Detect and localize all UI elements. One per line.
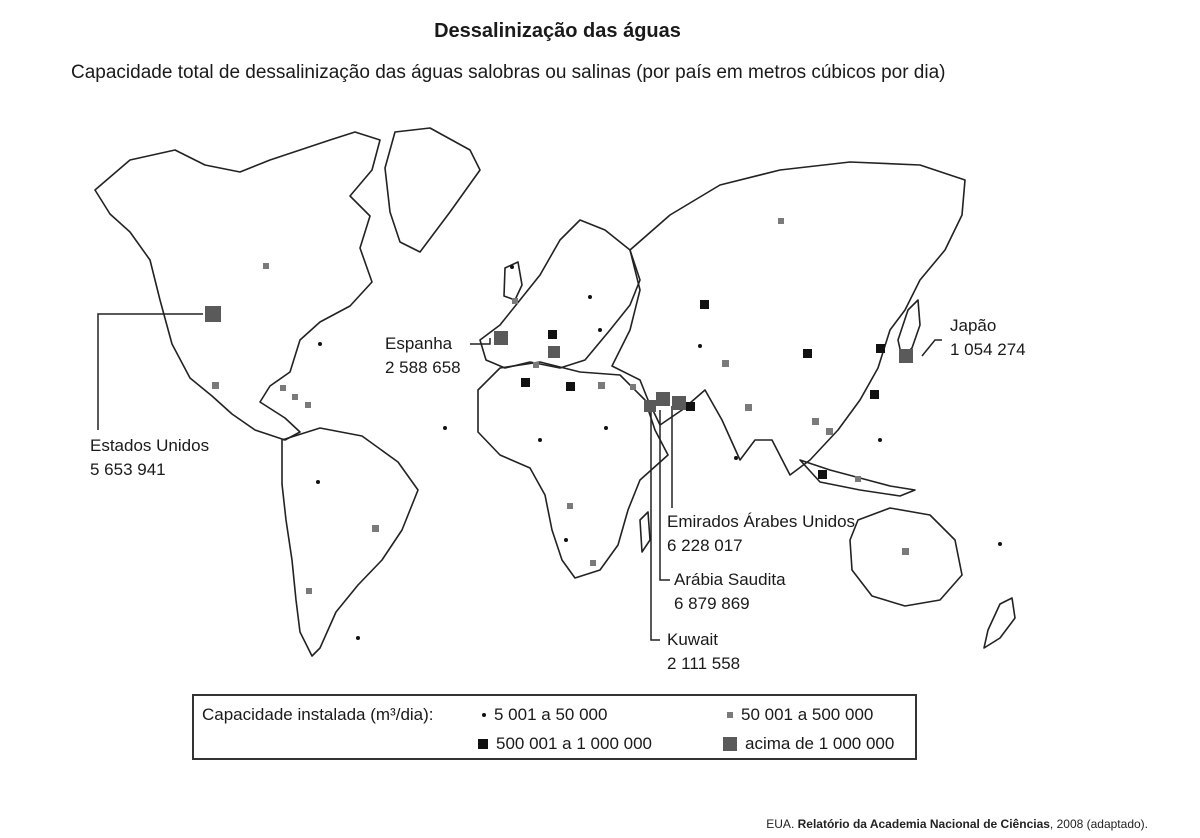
small-grey-symbol [598, 382, 605, 389]
dot-symbol [878, 438, 882, 442]
dot-symbol [734, 456, 738, 460]
callout-kuwait [667, 628, 740, 676]
dot-symbol [316, 480, 320, 484]
japan-symbol [899, 349, 913, 363]
dot-symbol [538, 438, 542, 442]
legend-label-class-3: 500 001 a 1 000 000 [496, 734, 652, 753]
legend-box [192, 694, 917, 760]
dot-symbol [588, 295, 592, 299]
callout-usa-value: 5 653 941 [90, 460, 166, 479]
callout-saudi [674, 568, 786, 616]
callout-usa-name: Estados Unidos [90, 436, 210, 455]
callout-saudi-value: 6 879 869 [674, 594, 750, 613]
spain-symbol [494, 331, 508, 345]
small-grey-symbol [305, 402, 311, 408]
legend-item-class-2 [727, 705, 873, 725]
large-symbol [548, 346, 560, 358]
dot-symbol [443, 426, 447, 430]
legend-label-class-1: 5 001 a 50 000 [494, 705, 608, 724]
saudi-symbol [656, 392, 670, 406]
large-square-symbol-icon [723, 737, 737, 751]
small-grey-symbol [306, 588, 312, 594]
medium-black-symbol [700, 300, 709, 309]
map-title: Dessalinização das águas [434, 20, 681, 42]
medium-black-symbol [566, 382, 575, 391]
small-grey-symbol [722, 360, 729, 367]
callout-saudi-name: Arábia Saudita [674, 570, 786, 589]
callout-japan-name: Japão [950, 316, 997, 335]
medium-square-symbol-icon [478, 739, 488, 749]
medium-black-symbol [876, 344, 885, 353]
dot-symbol [604, 426, 608, 430]
medium-black-symbol [818, 470, 827, 479]
callout-spain-value: 2 588 658 [385, 358, 461, 377]
small-grey-symbol [745, 404, 752, 411]
callout-uae-name: Emirados Árabes Unidos [667, 512, 856, 531]
small-grey-symbol [263, 263, 269, 269]
south-america-outline [282, 428, 418, 656]
legend-label-class-4: acima de 1 000 000 [745, 734, 895, 753]
source-title: Relatório da Academia Nacional de Ciências [797, 817, 1050, 831]
small-grey-symbol [826, 428, 833, 435]
dot-symbol [698, 344, 702, 348]
usa-symbol [205, 306, 221, 322]
source-suffix: , 2008 (adaptado). [1049, 817, 1148, 831]
kuwait-leader-line [651, 410, 660, 640]
callout-kuwait-name: Kuwait [667, 630, 719, 649]
callout-kuwait-value: 2 111 558 [667, 654, 741, 673]
callout-japan-value: 1 054 274 [950, 340, 1026, 359]
source-citation [766, 817, 1148, 831]
dot-symbol [598, 328, 602, 332]
legend-item-class-3 [478, 734, 652, 754]
legend-label-class-2: 50 001 a 500 000 [741, 705, 874, 724]
small-grey-symbol [590, 560, 596, 566]
small-grey-symbol [512, 298, 518, 304]
small-grey-symbol [292, 394, 298, 400]
dot-symbol [564, 538, 568, 542]
legend-item-class-4 [723, 734, 894, 754]
australia-outline [850, 508, 962, 606]
callout-spain [385, 332, 461, 380]
medium-black-symbol [521, 378, 530, 387]
dot-symbol [998, 542, 1002, 546]
medium-black-symbol [686, 402, 695, 411]
callout-usa [90, 434, 209, 482]
callout-japan [950, 314, 1026, 362]
small-grey-symbol [280, 385, 286, 391]
small-grey-symbol [533, 362, 539, 368]
small-grey-symbol [778, 218, 784, 224]
dot-symbol [356, 636, 360, 640]
small-grey-symbol [630, 384, 636, 390]
new-zealand-outline [984, 598, 1015, 648]
small-grey-symbol [567, 503, 573, 509]
source-prefix: EUA. [766, 817, 798, 831]
uae-symbol [672, 396, 686, 410]
medium-black-symbol [548, 330, 557, 339]
callout-uae-value: 6 228 017 [667, 536, 743, 555]
map-subtitle: Capacidade total de dessalinização das águas salobras ou salinas (por país em metros cúbicos por dia) [71, 62, 946, 83]
small-grey-symbol [855, 476, 861, 482]
small-grey-symbol [372, 525, 379, 532]
small-grey-symbol [812, 418, 819, 425]
africa-outline [478, 362, 668, 578]
dot-symbol-icon [482, 713, 486, 717]
medium-black-symbol [803, 349, 812, 358]
callout-spain-name: Espanha [385, 334, 453, 353]
dot-symbol [318, 342, 322, 346]
legend-item-class-1 [482, 705, 607, 725]
greenland-outline [385, 128, 480, 252]
kuwait-symbol [644, 400, 656, 412]
small-square-symbol-icon [727, 712, 733, 718]
legend-title: Capacidade instalada (m³/dia): [202, 705, 434, 724]
japan-leader-line [922, 340, 942, 356]
callout-uae [667, 510, 855, 558]
medium-black-symbol [870, 390, 879, 399]
small-grey-symbol [212, 382, 219, 389]
small-grey-symbol [902, 548, 909, 555]
madagascar-outline [640, 512, 650, 552]
dot-symbol [510, 265, 514, 269]
asia-outline [612, 162, 965, 475]
north-america-outline [95, 132, 380, 440]
